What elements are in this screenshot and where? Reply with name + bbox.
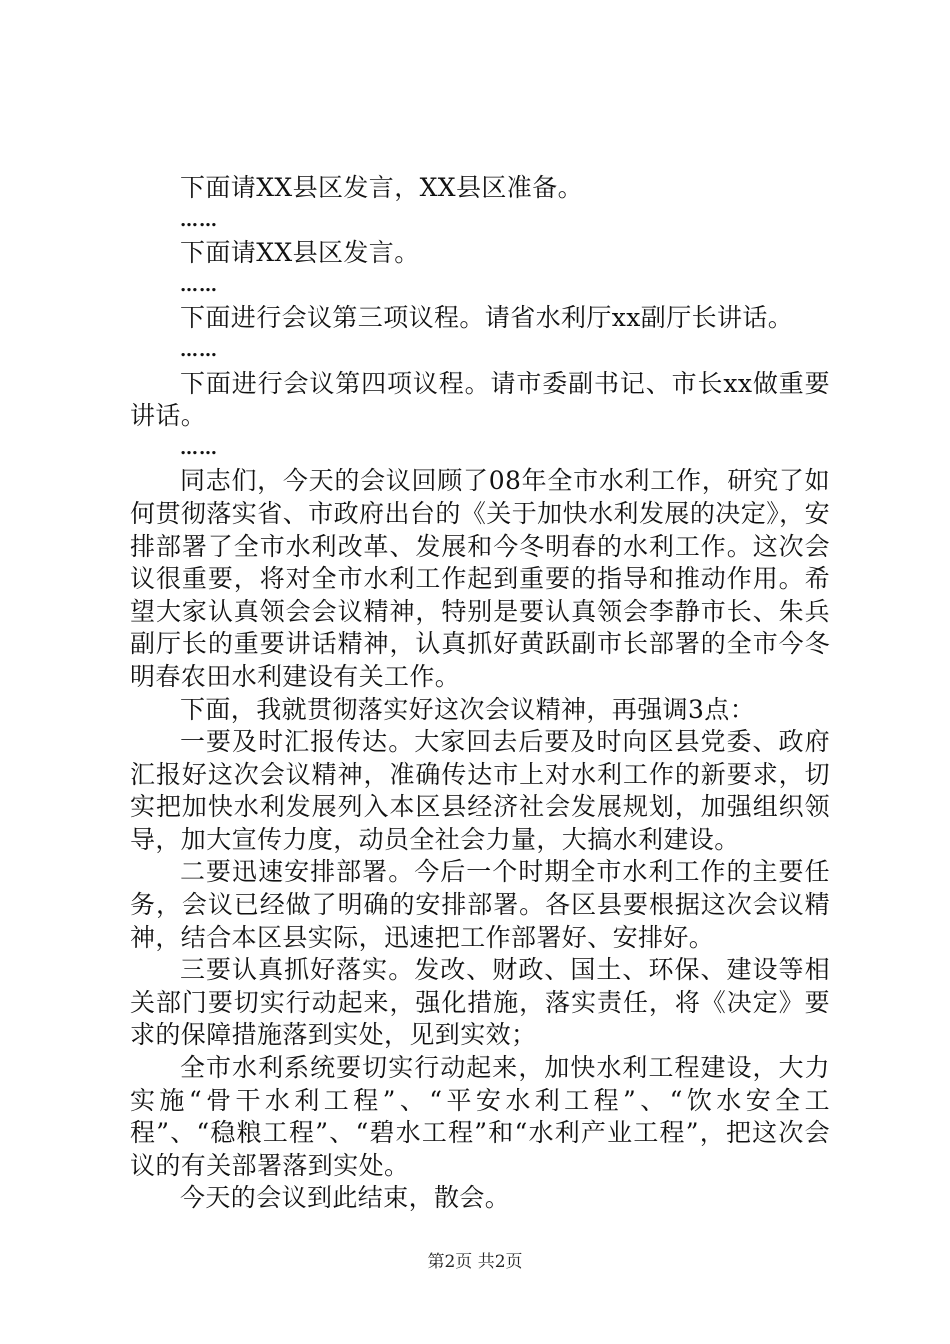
paragraph: 下面进行会议第三项议程。请省水利厅xx副厅长讲话。	[180, 303, 794, 333]
paragraph: 全市水利系统要切实行动起来，加快水利工程建设，大力实施“骨干水利工程”、“平安水利工程”、“饮水安全工程”、“稳粮工程”、“碧水工程”和“水利产业工程”，把这次会议的有关部署落到实处。	[130, 1053, 830, 1180]
paragraph: 三要认真抓好落实。发改、财政、国土、环保、建设等相关部门要切实行动起来，强化措施，落实责任，将《决定》要求的保障措施落到实处，见到实效；	[130, 955, 830, 1050]
page-footer: 第2页 共2页	[427, 1252, 523, 1272]
paragraph: 下面请XX县区发言。	[180, 238, 420, 268]
paragraph: 二要迅速安排部署。今后一个时期全市水利工作的主要任务，会议已经做了明确的安排部署。各区县要根据这次会议精神，结合本区县实际，迅速把工作部署好、安排好。	[130, 857, 830, 952]
paragraph: 下面进行会议第四项议程。请市委副书记、市长xx做重要讲话。	[130, 368, 830, 431]
paragraph: 同志们，今天的会议回顾了08年全市水利工作，研究了如何贯彻落实省、市政府出台的《关于加快水利发展的决定》，安排部署了全市水利改革、发展和今冬明春的水利工作。这次会议很重要，将对全市水利工作起到重要的指导和推动作用。希望大家认真领会会议精神，特别是要认真领会李静市长、朱兵副厅长的重要讲话精神，认真抓好黄跃副市长部署的全市今冬明春农田水利建设有关工作。	[130, 466, 830, 691]
paragraph: 今天的会议到此结束，散会。	[180, 1183, 511, 1213]
ellipsis-line: ……	[180, 339, 218, 361]
paragraph: 下面请XX县区发言，XX县区准备。	[180, 173, 583, 202]
document-body	[130, 172, 830, 1215]
paragraph: 下面，我就贯彻落实好这次会议精神，再强调3点：	[180, 694, 756, 724]
ellipsis-line: ……	[180, 209, 218, 231]
ellipsis-line: ……	[180, 274, 218, 296]
ellipsis-line: ……	[180, 437, 218, 459]
paragraph: 一要及时汇报传达。大家回去后要及时向区县党委、政府汇报好这次会议精神，准确传达市上对水利工作的新要求，切实把加快水利发展列入本区县经济社会发展规划，加强组织领导，加大宣传力度，动员全社会力量，大搞水利建设。	[130, 727, 830, 854]
